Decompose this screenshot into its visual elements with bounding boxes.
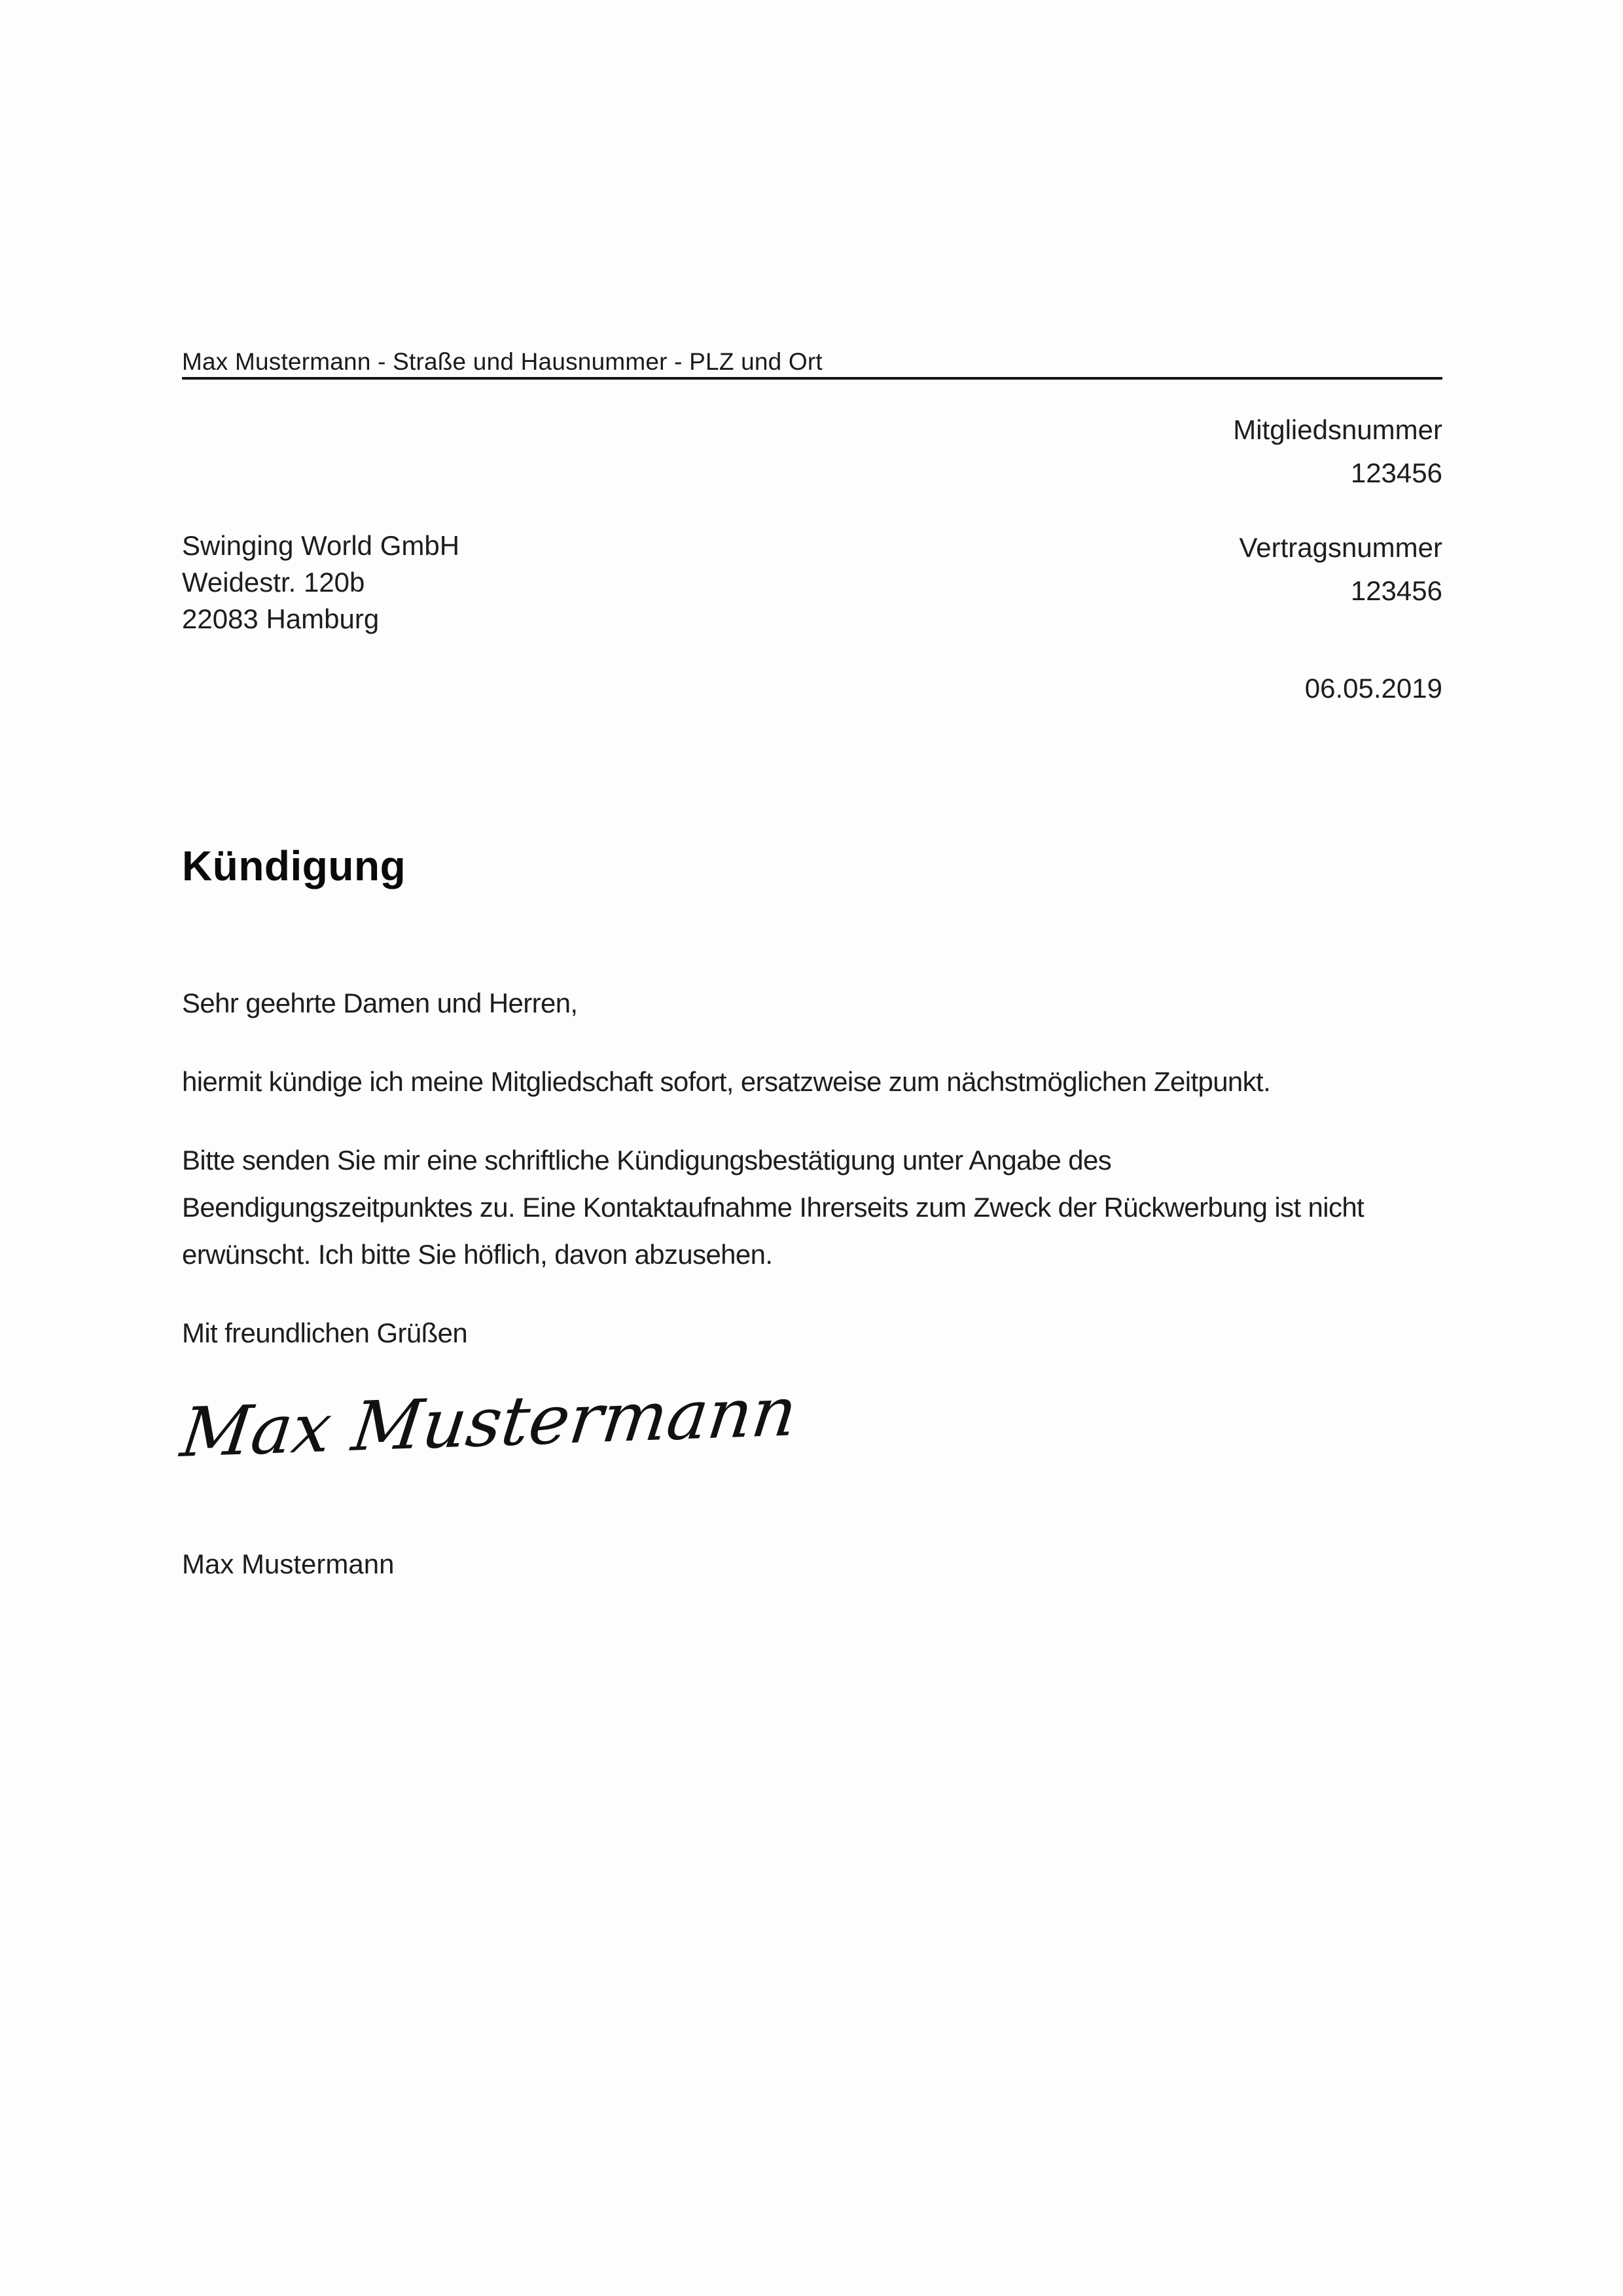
sender-rule-divider [182,377,1442,380]
closing-text: Mit freundlichen Grüßen [182,1318,468,1348]
confirmation-request-line-2: Beendigungszeitpunktes zu. Eine Kontaktaufnahme Ihrerseits zum Zweck der Rückwerbung ist nicht [182,1192,1364,1223]
sender-reference-line: Max Mustermann - Straße und Hausnummer - PLZ und Ort [182,348,823,375]
printed-signature-name: Max Mustermann [182,1549,395,1579]
membership-number-label: Mitgliedsnummer [1233,414,1442,445]
confirmation-request-line-3: erwünscht. Ich bitte Sie höflich, davon abzusehen. [182,1239,773,1270]
salutation-paragraph [182,980,1491,1027]
recipient-city: 22083 Hamburg [182,603,380,634]
cancellation-paragraph [182,1058,1491,1105]
closing-paragraph [182,1310,1491,1357]
letter-body [182,980,1491,1388]
salutation-text: Sehr geehrte Damen und Herren, [182,988,578,1018]
confirmation-request-line-1: Bitte senden Sie mir eine schriftliche Kündigungsbestätigung unter Angabe des [182,1145,1112,1175]
recipient-street: Weidestr. 120b [182,567,365,598]
handwritten-signature: Max Mustermann [177,1371,802,1473]
membership-number-value: 123456 [1350,457,1442,488]
contract-number-label: Vertragsnummer [1239,532,1442,563]
confirmation-request-paragraph [182,1137,1491,1278]
letter-date: 06.05.2019 [1304,673,1442,704]
cancellation-text: hiermit kündige ich meine Mitgliedschaft sofort, ersatzweise zum nächstmöglichen Zeitpunkt. [182,1066,1271,1097]
recipient-name: Swinging World GmbH [182,530,460,561]
contract-number-value: 123456 [1350,575,1442,606]
letter-title: Kündigung [182,842,406,889]
recipient-address-block [182,528,459,637]
